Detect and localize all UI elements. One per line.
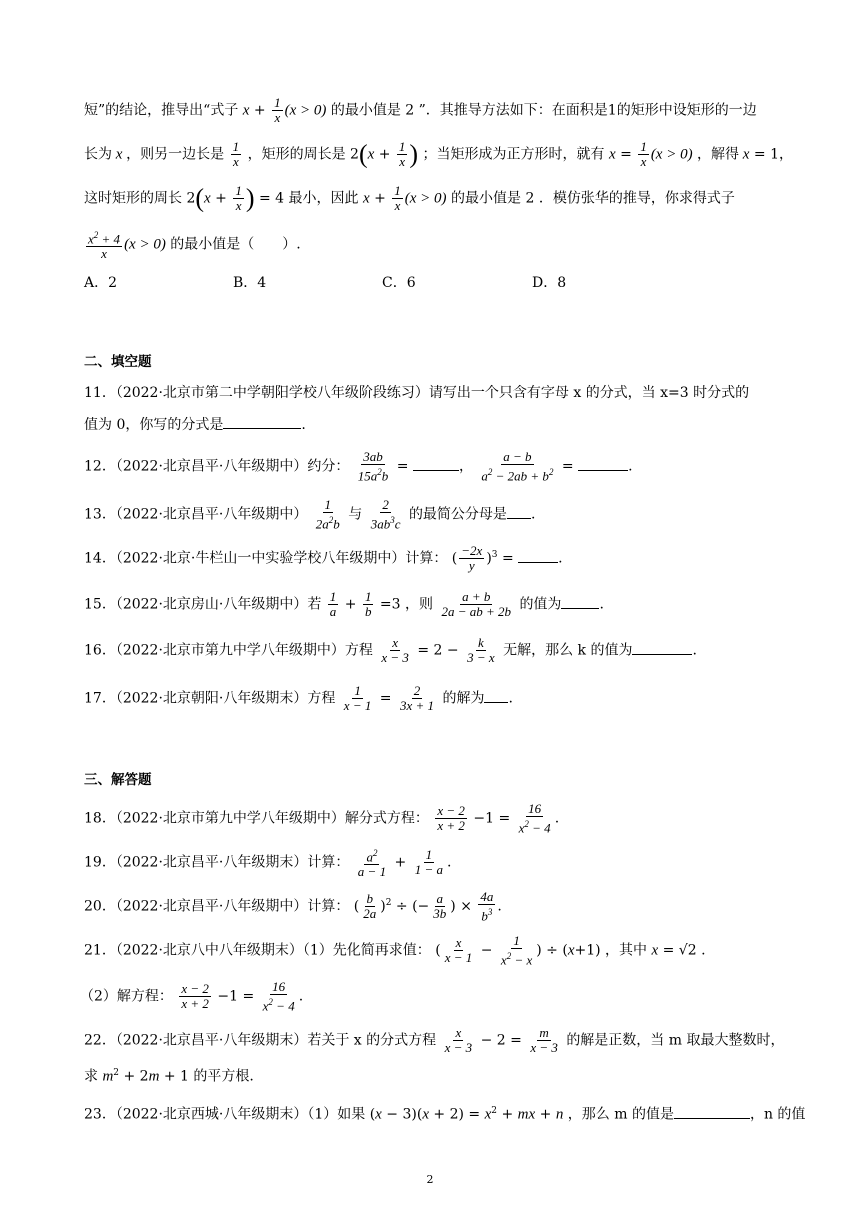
question-16: 16．（2022·北京市第九中学八年级期中）方程 $\frac{x}{x - 3}$ = 2 − $\frac{k}{3 - x}$ 无解，那么 k 的值为 . [84,635,697,665]
intro-line-1: 短”的结论，推导出“式子 x + $\frac{1}{x}$ (x > 0) 的最小值是 2 ”．其推导方法如下：在面积是1的矩形中设矩形的一边 [84,95,757,125]
question-text: 无解，那么 k 的值为 [503,642,633,659]
question-text: 17．（2022·北京朝阳·八年级期末）方程 [84,690,336,707]
question-text: 与 [348,506,363,523]
question-14: 14．（2022·北京·牛栏山一中实验学校八年级期中）计算： ( $\frac{-2x}{y}$ )$^3$ = . [84,543,563,574]
question-text: ，则 [404,596,433,613]
intro-text: ，则另一边长是 [126,146,225,163]
choice-d: D．8 [532,275,567,291]
question-text: 16．（2022·北京市第九中学八年级期中）方程 [84,642,373,659]
intro-text: 短”的结论，推导出“式子 [84,102,239,119]
question-text: ，那么 m 的值是 [567,1106,674,1123]
page-number: 2 [426,1173,434,1186]
question-text: 值为 0，你写的分式是 [84,417,224,433]
question-text: 12．（2022·北京昌平·八年级期中）约分： [84,458,350,475]
question-text: 23．（2022·北京西城·八年级期末）（1）如果 [84,1106,366,1123]
question-text: 22．（2022·北京昌平·八年级期末）若关于 x 的分式方程 [84,1032,437,1049]
question-text: 的平方根. [193,1068,254,1085]
question-22-line-1: 22．（2022·北京昌平·八年级期末）若关于 x 的分式方程 $\frac{x}{x - 3}$ − 2 = $\frac{m}{x - 3}$ 的解是正数，当 m 取最大整数时， [84,1025,785,1055]
question-text: 的最简公分母是 [408,506,507,523]
section-heading-answer: 三、解答题 [84,772,152,788]
intro-text: 长为 [84,146,112,163]
intro-line-2: 长为 x ，则另一边长是 $\frac{1}{x}$ ，矩形的周长是 2(x + $\frac{1}{x}$ ) ；当矩形成为正方形时，就有 x = $\frac{1}{x}$ (x > 0) ，解得 x = 1， [84,139,794,169]
question-text: ，n 的值 [749,1106,806,1123]
intro-line-4: $\frac{x^2 + 4}{x}$ (x > 0) 的最小值是（ ）. [88,230,301,262]
intro-text: ，解得 [697,146,740,163]
question-12: 12．（2022·北京昌平·八年级期中）约分： $\frac{3ab}{15a^2b}$ = ， $\frac{a - b}{a^2 - 2ab + b^2}$ = . [84,449,633,484]
question-21-part-1: 21．（2022·北京八中八年级期末）（1）先化简再求值： ( $\frac{x}{x - 1}$ − $\frac{1}{x^2 - x}$ ) ÷ (x+1) ，其中 x = √2 . [84,933,706,968]
question-text: 18．（2022·北京市第九中学八年级期中）解分式方程： [84,810,429,827]
intro-text: 最小，因此 [288,190,359,207]
section-heading-fill: 二、填空题 [84,354,152,370]
intro-text: 的最小值是（ ）. [170,236,301,253]
question-text: 的解为 [442,690,485,707]
question-15: 15．（2022·北京房山·八年级期中）若 $\frac{1}{a}$ + $\frac{1}{b}$ =3 ，则 $\frac{a + b}{2a - ab + 2b}$ 的值为 . [84,589,604,619]
question-20: 20．（2022·北京昌平·八年级期中）计算： ( $\frac{b}{2a}$ )$^2$ ÷ (− $\frac{a}{3b}$ ) × $\frac{4a}{b^3}$ . [84,889,502,924]
question-21-part-2: （2）解方程： $\frac{x - 2}{x + 2}$ −1 = $\frac{16}{x^2 - 4}$ . [80,979,304,1014]
question-text: 的值为 [519,596,562,613]
question-17: 17．（2022·北京朝阳·八年级期末）方程 $\frac{1}{x - 1}$ = $\frac{2}{3x + 1}$ 的解为 . [84,683,513,713]
question-text: 13．（2022·北京昌平·八年级期中） [84,506,308,523]
intro-text: 的最小值是 2 ．模仿张华的推导，你求得式子 [451,190,735,207]
choice-a: A．2 [84,275,118,291]
question-text: 20．（2022·北京昌平·八年级期中）计算： [84,898,350,915]
question-text: ，其中 [605,942,648,959]
intro-text: 的最小值是 2 ”．其推导方法如下：在面积是1的矩形中设矩形的一边 [330,102,757,119]
question-19: 19．（2022·北京昌平·八年级期末）计算： $\frac{a^2}{a - 1}$ + $\frac{1}{1 - a}$ . [84,847,452,880]
question-text: 的解是正数，当 m 取最大整数时， [566,1032,785,1049]
question-text: 19．（2022·北京昌平·八年级期末）计算： [84,854,350,871]
choice-c: C．6 [382,275,416,291]
question-11-line-1: 11．（2022·北京市第二中学朝阳学校八年级阶段练习）请写出一个只含有字母 x 的分式，当 x=3 时分式的 [84,385,750,401]
intro-line-3: 这时矩形的周长 2(x + $\frac{1}{x}$ ) = 4 最小，因此 x + $\frac{1}{x}$ (x > 0) 的最小值是 2 ．模仿张华的推导，你求得式子 [84,183,735,213]
question-text: 求 [84,1068,98,1085]
intro-text: ，矩形的周长是 [247,146,346,163]
choice-b: B．4 [233,275,267,291]
question-13: 13．（2022·北京昌平·八年级期中） $\frac{1}{2a^2b}$ 与 $\frac{2}{3ab^3c}$ 的最简公分母是 . [84,497,536,532]
question-11-line-2: 值为 0，你写的分式是 . [84,414,306,436]
question-23: 23．（2022·北京西城·八年级期末）（1）如果 $(x - 3)(x + 2) = x^2$ + mx + n ，那么 m 的值是 ，n 的值 [84,1100,805,1126]
question-22-line-2: 求 $m^2 + 2m + 1$ 的平方根. [84,1068,254,1085]
question-18: 18．（2022·北京市第九中学八年级期中）解分式方程： $\frac{x - 2}{x + 2}$ −1 = $\frac{16}{x^2 - 4}$ . [84,801,560,836]
intro-text: 这时矩形的周长 [84,190,182,207]
question-text: （2）解方程： [80,988,173,1005]
question-text: 14．（2022·北京·牛栏山一中实验学校八年级期中）计算： [84,550,448,567]
question-text: 21．（2022·北京八中八年级期末）（1）先化简再求值： [84,942,431,959]
question-text: 15．（2022·北京房山·八年级期中）若 [84,596,322,613]
intro-text: ；当矩形成为正方形时，就有 [422,146,605,163]
